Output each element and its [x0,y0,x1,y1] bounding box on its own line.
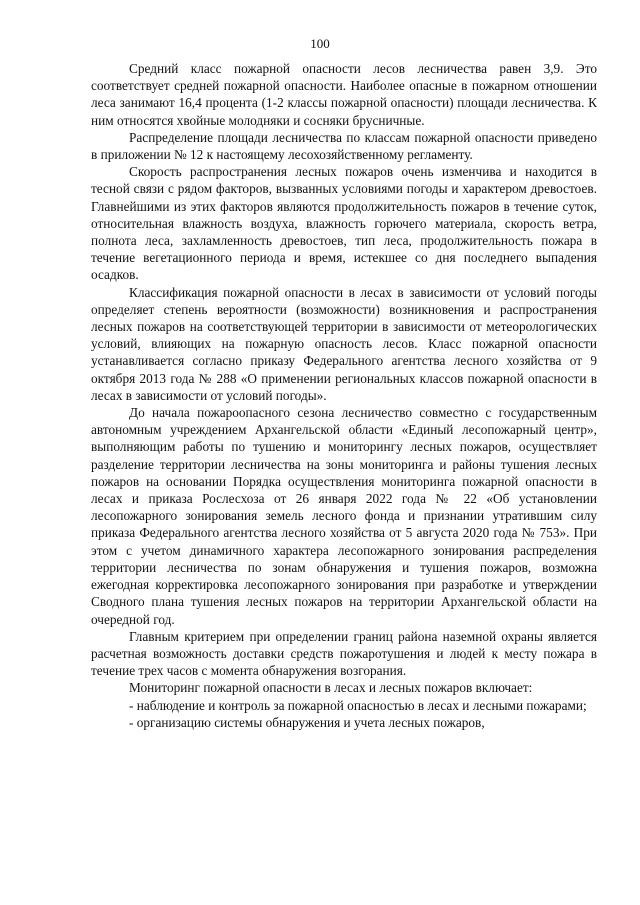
page-number: 100 [310,36,330,51]
paragraph-spread-speed: Скорость распространения лесных пожаров очень изменчива и находится в тесной связи с рядом факторов, вызванных условиями погоды и характером древостоев. Главнейшими из этих факторов являются продолжительность пожаров в течение суток, относительная влажность воздуха, влажность горючего материала, скорость ветра, полнота леса, захламленность древостоев, тип леса, продолжительность пожара в течение вегетационного периода и время, истекшее со дня последнего выпадения осадков. [91,164,597,283]
paragraph-classification: Классификация пожарной опасности в лесах в зависимости от условий погоды определяет степень вероятности (возможности) возникновения и распространения лесных пожаров на соответствующей территории в зависимости от метеорологических условий, влияющих на пожарную опасность лесов. Класс пожарной опасности устанавливается согласно приказу Федерального агентства лесного хозяйства от 9 октября 2013 года № 288 «О применении региональных классов пожарной опасности в лесах в зависимости от условий погоды». [91,284,597,403]
body-text [91,60,597,731]
paragraph-monitoring: Мониторинг пожарной опасности в лесах и лесных пожаров включает: [129,680,533,696]
paragraph-zoning: До начала пожароопасного сезона лесничество совместно с государственным автономным учреждением Архангельской области «Единый лесопожарный центр», выполняющим работы по тушению и мониторингу лесных пожаров, осуществляет разделение территории лесничества на зоны мониторинга и районы тушения лесных пожаров на основании Порядка осуществления мониторинга пожарной опасности в лесах и приказа Рослесхоза от 26 января 2022 года № 22 «Об установлении лесопожарного зонирования земель лесного фонда и признании утратившим силу приказа Федерального агентства лесного хозяйства от 5 августа 2020 года № 753». При этом с учетом динамичного характера лесопожарного зонирования распределения территории лесничества по зонам обнаружения и тушения пожаров, возможна ежегодная корректировка лесопожарного зонирования при разработке и утверждении Сводного плана тушения лесных пожаров на территории Архангельской области на очередной год. [91,405,597,627]
list-item: - организацию системы обнаружения и учета лесных пожаров, [129,714,485,730]
paragraph-fire-class: Средний класс пожарной опасности лесов лесничества равен 3,9. Это соответствует средней пожарной опасности. Наиболее опасные в пожарном отношении леса занимают 16,4 процента (1-2 классы пожарной опасности) площади лесничества. К ним относятся хвойные молодняки и сосняки брусничные. [91,61,597,128]
paragraph-distribution: Распределение площади лесничества по классам пожарной опасности приведено в приложении № 12 к настоящему лесохозяйственному регламенту. [91,129,597,163]
paragraph-criterion: Главным критерием при определении границ района наземной охраны является расчетная возможность доставки средств пожаротушения и людей к месту пожара в течение трех часов с момента обнаружения возгорания. [91,628,597,679]
list-item: - наблюдение и контроль за пожарной опасностью в лесах и лесными пожарами; [129,697,587,713]
